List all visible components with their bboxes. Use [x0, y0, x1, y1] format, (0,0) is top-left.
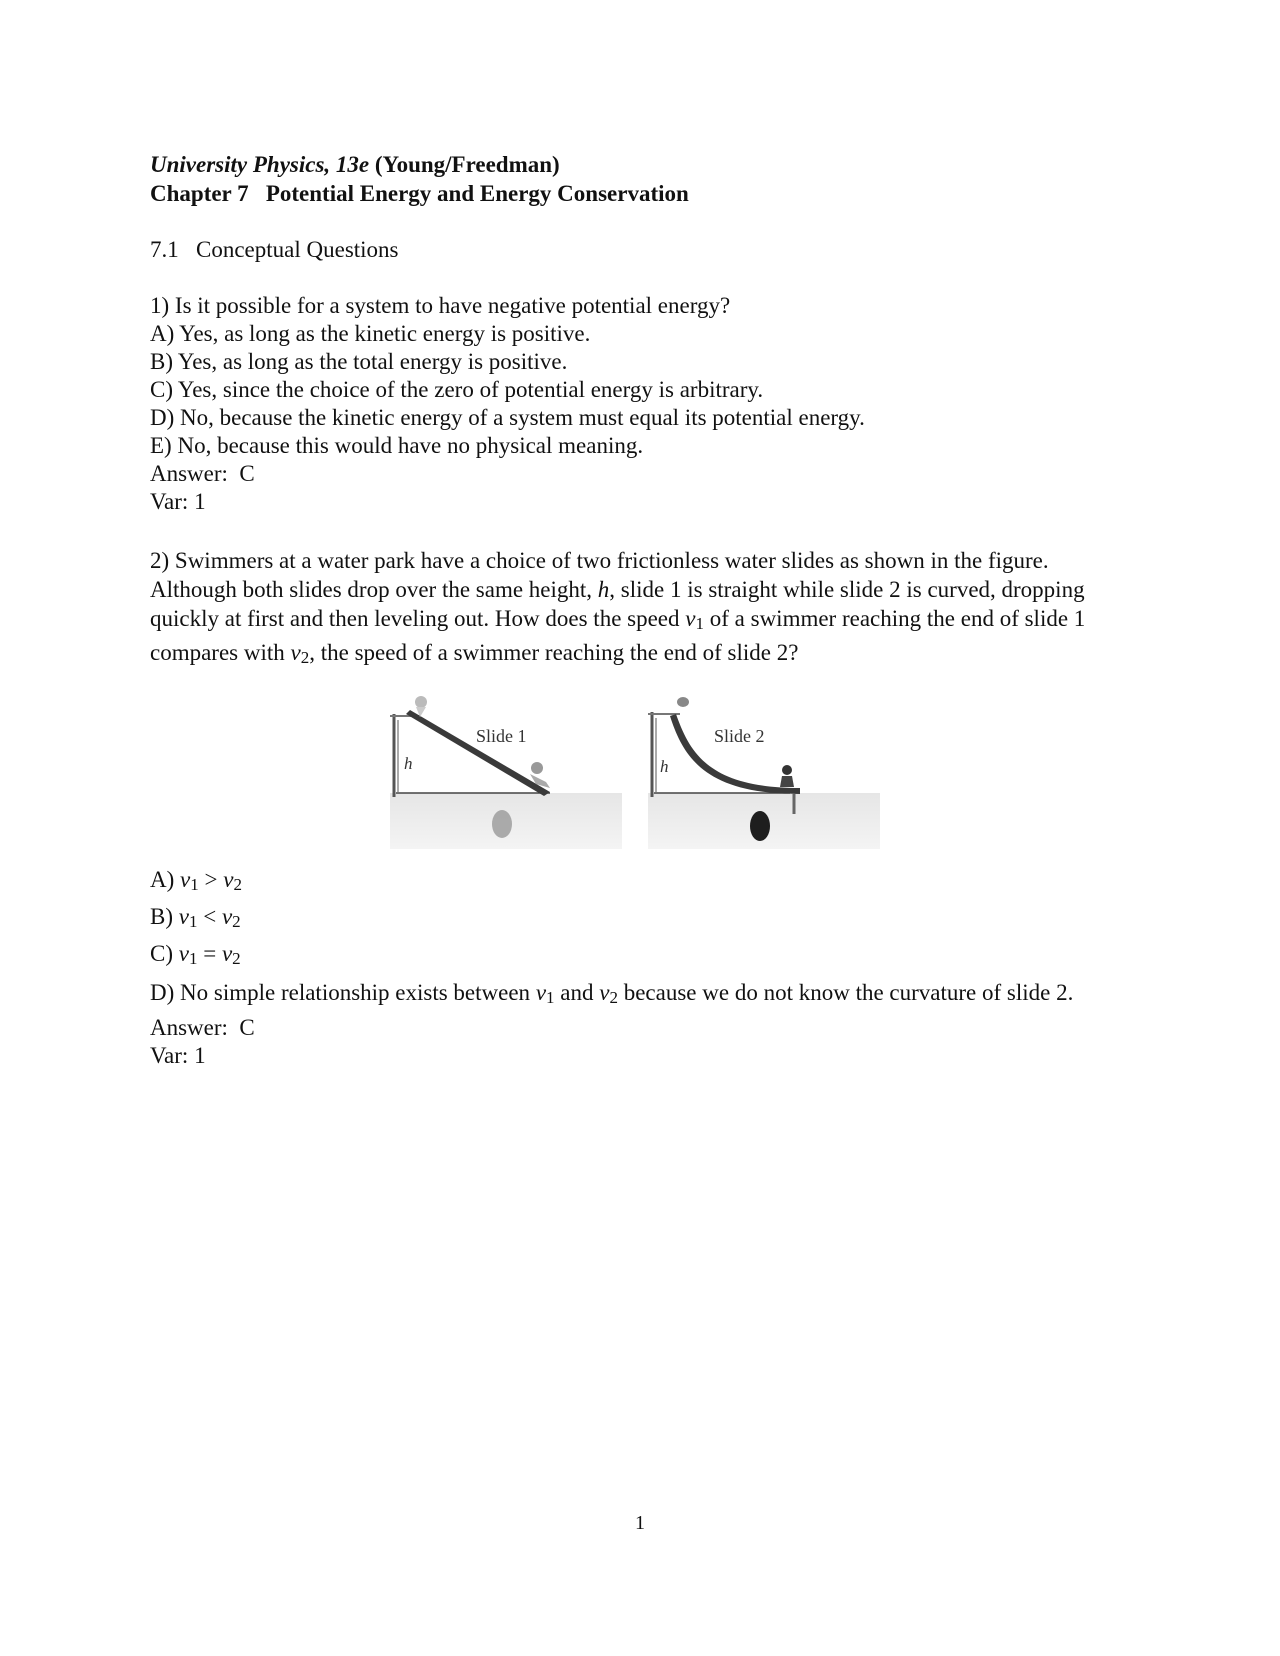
question-2-option-c: C) $v_1 = v_2$	[150, 941, 241, 968]
water-slides-illustration	[390, 684, 890, 854]
question-2-option-d: D) No simple relationship exists between $v_1$ and $v_2$ because we do not know the curvature of slide 2.	[150, 980, 1074, 1007]
question-1	[150, 292, 1130, 516]
book-title-line	[150, 150, 1130, 179]
book-authors: (Young/Freedman)	[369, 152, 560, 177]
slide-2-label: Slide 2	[714, 726, 765, 746]
question-1-text: 1) Is it possible for a system to have negative potential energy?	[150, 293, 731, 318]
h-label-2: h	[660, 757, 669, 776]
question-1-option-c: C) Yes, since the choice of the zero of potential energy is arbitrary.	[150, 377, 764, 402]
question-1-option-a: A) Yes, as long as the kinetic energy is positive.	[150, 321, 591, 346]
water-slides-figure	[150, 684, 1130, 854]
question-2-option-a: A) $v_1 > v_2$	[150, 867, 242, 894]
book-title: University Physics, 13e	[150, 152, 370, 177]
question-1-var: Var: 1	[150, 489, 206, 514]
section-heading: 7.1 Conceptual Questions	[150, 237, 399, 262]
h-label-1: h	[404, 754, 413, 773]
document-page	[150, 150, 1130, 1070]
swimmer-bottom-1	[531, 762, 543, 774]
question-1-option-d: D) No, because the kinetic energy of a system must equal its potential energy.	[150, 405, 865, 430]
slide-1-label: Slide 1	[476, 726, 527, 746]
swimmer-bottom-2	[782, 765, 792, 775]
straight-slide	[406, 710, 550, 796]
slide-2-panel	[648, 697, 880, 849]
page-number: 1	[635, 1512, 645, 1534]
swimmer-top-1	[415, 696, 427, 708]
question-2-answer: Answer: C	[150, 1015, 255, 1040]
question-1-option-e: E) No, because this would have no physical meaning.	[150, 433, 644, 458]
slide-1-panel	[390, 696, 622, 849]
question-1-answer: Answer: C	[150, 461, 255, 486]
question-2	[150, 546, 1130, 1070]
swimmer-pool-2	[750, 811, 770, 841]
swimmer-pool-1	[492, 810, 512, 838]
question-2-var: Var: 1	[150, 1043, 206, 1068]
question-2-text: 2) Swimmers at a water park have a choice of two frictionless water slides as shown in the figure. Although both slides drop over the same height, h, slide 1 is straight while slide 2 is curved, dropping quickly at first and then leveling out. How does the speed $v_1$ of a swimmer reaching the end of slide 1 compares with $v_2$, the speed of a swimmer reaching the end of slide 2?	[150, 548, 1086, 667]
swimmer-top-2	[677, 697, 689, 707]
question-2-option-b: B) $v_1 < v_2$	[150, 904, 241, 931]
chapter-title: Chapter 7 Potential Energy and Energy Conservation	[150, 181, 689, 206]
question-1-option-b: B) Yes, as long as the total energy is positive.	[150, 349, 568, 374]
